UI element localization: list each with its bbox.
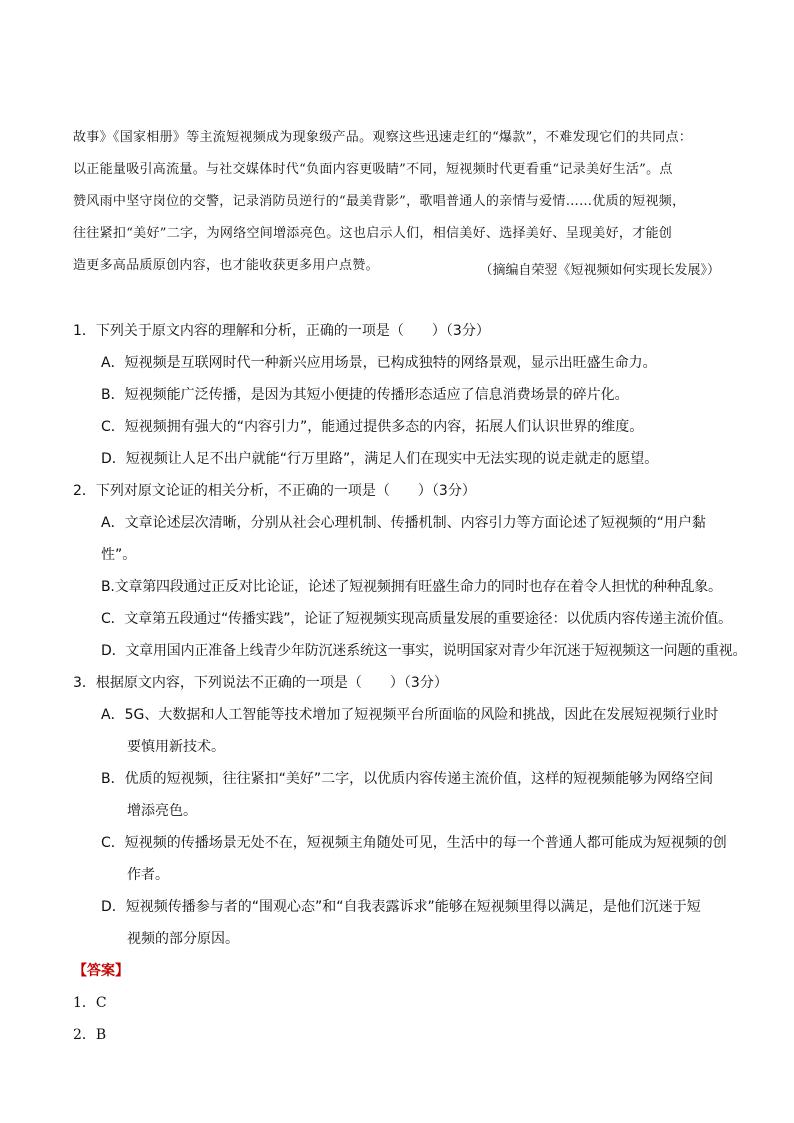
answer-item-1: 1．C: [73, 995, 107, 1011]
question-2-option-c: C．文章第五段通过“传播实践”，论证了短视频实现高质量发展的重要途径：以优质内容传递主流价值。: [101, 611, 732, 627]
passage-line: 造更多高品质原创内容，也才能收获更多用户点赞。: [73, 258, 379, 273]
question-1-stem: 1．下列关于原文内容的理解和分析，正确的一项是（ ）（3分）: [73, 323, 490, 339]
question-1-option-a: A．短视频是互联网时代一种新兴应用场景，已构成独特的网络景观，显示出旺盛生命力。: [101, 355, 657, 371]
question-3-option-b: B．优质的短视频，往往紧扣“美好”二字，以优质内容传递主流价值，这样的短视频能够为网络空间: [101, 771, 714, 787]
passage-source: （摘编自荣翌《短视频如何实现长发展》）: [479, 263, 720, 278]
question-1-option-d: D．短视频让人足不出户就能“行万里路”，满足人们在现实中无法实现的说走就走的愿望。: [101, 451, 659, 467]
answer-heading: 【答案】: [73, 963, 129, 979]
passage-line: 以正能量吸引高流量。与社交媒体时代“负面内容更吸睛”不同，短视频时代更看重“记录美好生活”。点: [73, 162, 673, 177]
question-2-option-b: B.文章第四段通过正反对比论证，论述了短视频拥有旺盛生命力的同时也存在着令人担忧的种种乱象。: [101, 579, 722, 595]
question-2-option-a-cont: 性”。: [101, 547, 137, 563]
passage-line: 往往紧扣“美好”二字，为网络空间增添亮色。这也启示人们，相信美好、选择美好、呈现美好，才能创: [73, 226, 673, 241]
question-3-option-d: D．短视频传播参与者的“围观心态”和“自我表露诉求”能够在短视频里得以满足，是他们沉迷于短: [101, 899, 701, 915]
question-3-option-a: A．5G、大数据和人工智能等技术增加了短视频平台所面临的风险和挑战，因此在发展短视频行业时: [101, 707, 719, 723]
question-2-option-a: A．文章论述层次清晰，分别从社会心理机制、传播机制、内容引力等方面论述了短视频的“用户黏: [101, 515, 706, 531]
question-2-stem: 2．下列对原文论证的相关分析，不正确的一项是（ ）（3分）: [73, 483, 476, 499]
answer-item-2: 2．B: [73, 1027, 107, 1043]
question-2-option-d: D．文章用国内正准备上线青少年防沉迷系统这一事实，说明国家对青少年沉迷于短视频这一问题的重视。: [101, 643, 747, 659]
passage-line: 故事》《国家相册》等主流短视频成为现象级产品。观察这些迅速走红的“爆款”，不难发现它们的共同点：: [73, 130, 693, 145]
question-3-option-a-cont: 要慎用新技术。: [127, 739, 225, 755]
question-3-option-c: C．短视频的传播场景无处不在，短视频主角随处可见，生活中的每一个普通人都可能成为短视频的创: [101, 835, 727, 851]
question-3-option-b-cont: 增添亮色。: [127, 803, 197, 819]
question-3-stem: 3．根据原文内容，下列说法不正确的一项是（ ）（3分）: [73, 675, 448, 691]
passage-line: 赞风雨中坚守岗位的交警，记录消防员逆行的“最美背影”，歌唱普通人的亲情与爱情……优质的短视频，: [73, 194, 686, 209]
question-1-option-b: B．短视频能广泛传播，是因为其短小便捷的传播形态适应了信息消费场景的碎片化。: [101, 387, 629, 403]
question-1-option-c: C．短视频拥有强大的“内容引力”，能通过提供多态的内容，拓展人们认识世界的维度。: [101, 419, 644, 435]
question-3-option-d-cont: 视频的部分原因。: [127, 931, 239, 947]
question-3-option-c-cont: 作者。: [127, 867, 169, 883]
